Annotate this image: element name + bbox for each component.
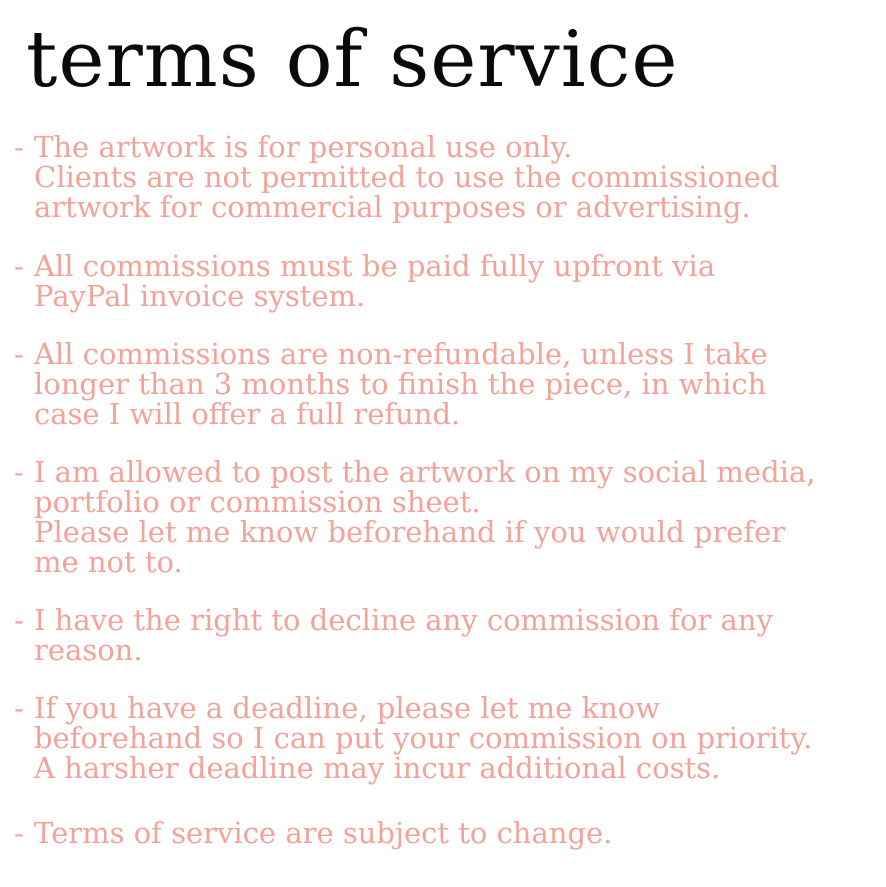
term-line: All commissions are non-refundable, unless I take — [34, 337, 768, 371]
page-title: terms of service — [26, 15, 679, 105]
bullet-dash: - — [14, 455, 24, 489]
term-line: A harsher deadline may incur additional costs. — [34, 751, 721, 785]
term-line: case I will offer a full refund. — [34, 397, 461, 431]
term-line: If you have a deadline, please let me know — [34, 691, 661, 725]
term-item-7 — [14, 818, 880, 848]
bullet-dash: - — [14, 603, 24, 637]
term-line: The artwork is for personal use only. — [34, 130, 573, 164]
bullet-dash: - — [14, 130, 24, 164]
term-item-1 — [14, 132, 880, 222]
term-line: reason. — [34, 633, 143, 667]
term-line: portfolio or commission sheet. — [34, 485, 481, 519]
term-line: artwork for commercial purposes or advertising. — [34, 190, 751, 224]
term-line: beforehand so I can put your commission on priority. — [34, 721, 813, 755]
term-line: Please let me know beforehand if you would prefer — [34, 515, 786, 549]
term-line: All commissions must be paid fully upfront via — [34, 249, 716, 283]
bullet-dash: - — [14, 337, 24, 371]
term-line: Clients are not permitted to use the commissioned — [34, 160, 780, 194]
term-item-4 — [14, 457, 880, 577]
bullet-dash: - — [14, 816, 24, 850]
term-item-2 — [14, 251, 880, 311]
term-line: me not to. — [34, 545, 183, 579]
bullet-dash: - — [14, 691, 24, 725]
term-line: PayPal invoice system. — [34, 279, 366, 313]
bullet-dash: - — [14, 249, 24, 283]
term-line: I have the right to decline any commission for any — [34, 603, 773, 637]
term-item-5 — [14, 605, 880, 665]
term-line: longer than 3 months to finish the piece, in which — [34, 367, 767, 401]
term-item-6 — [14, 693, 880, 783]
term-line: I am allowed to post the artwork on my social media, — [34, 455, 816, 489]
term-item-3 — [14, 339, 880, 429]
term-line: Terms of service are subject to change. — [34, 816, 613, 850]
